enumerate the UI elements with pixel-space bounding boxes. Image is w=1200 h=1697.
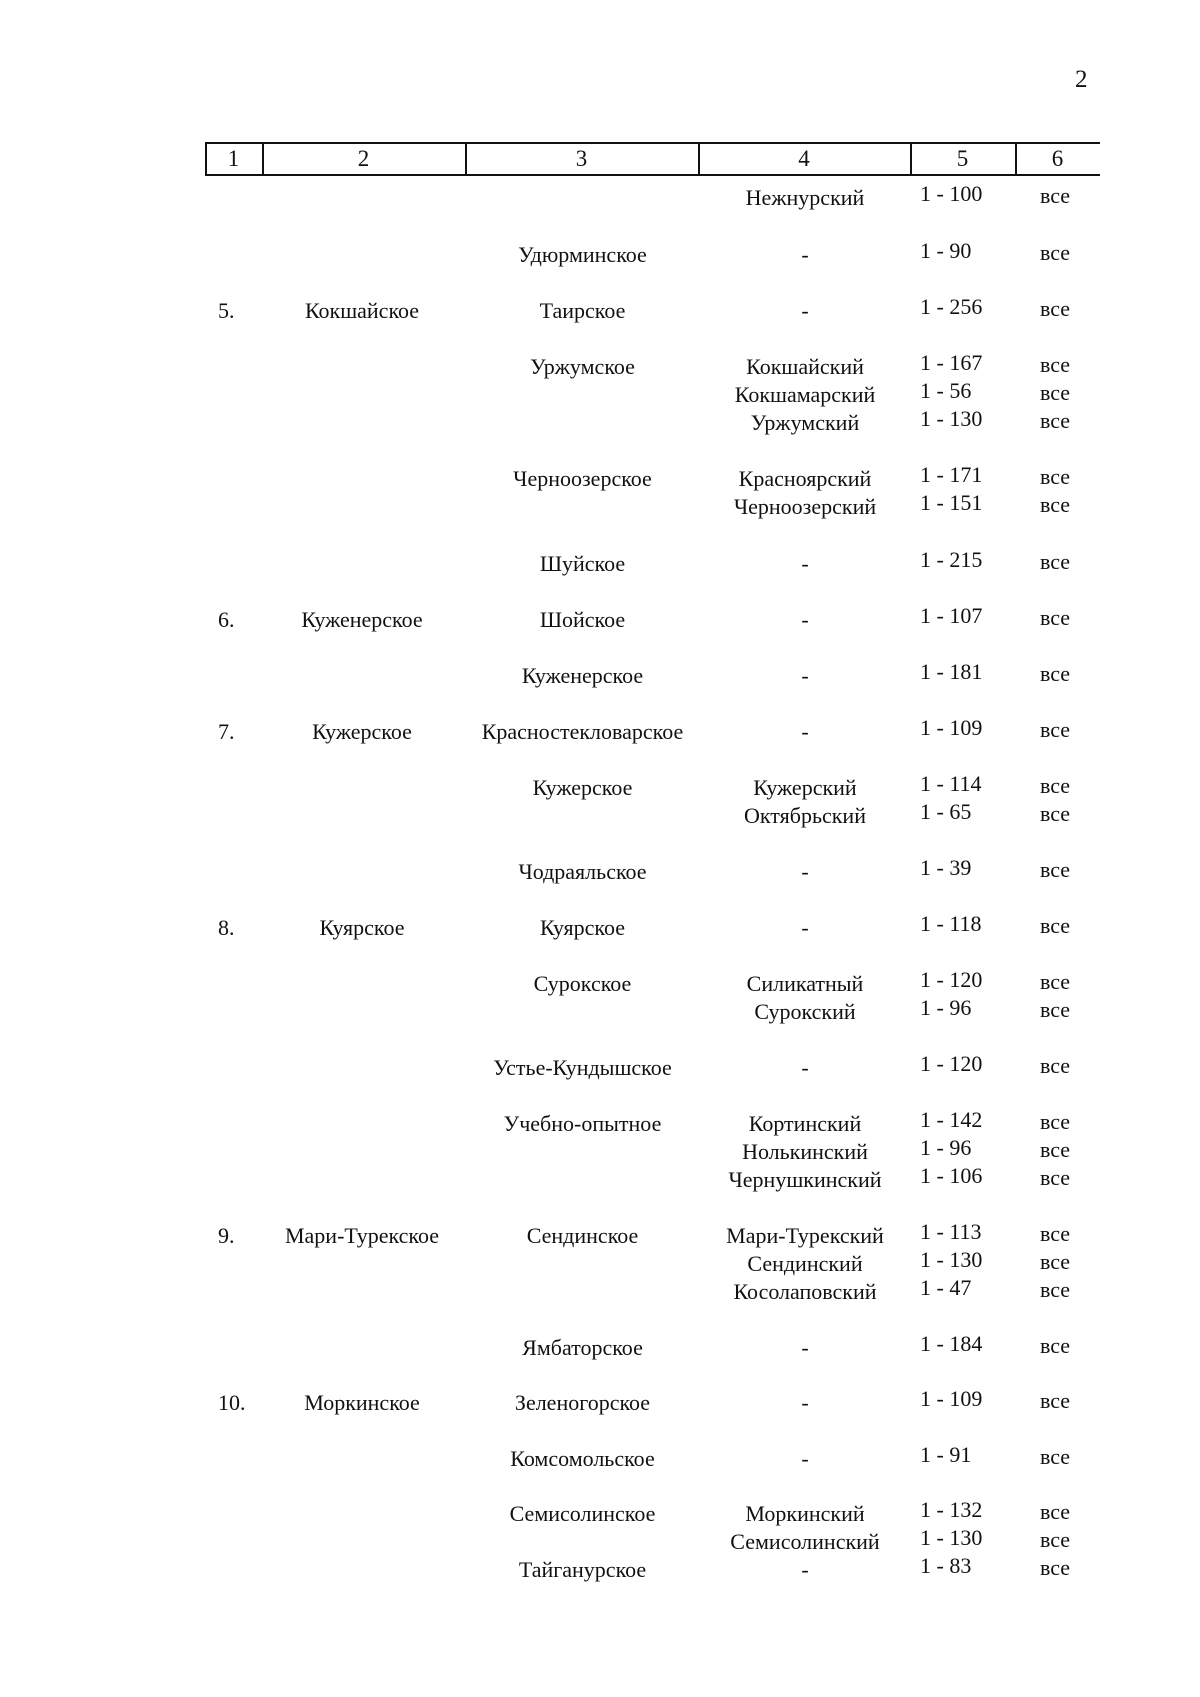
locality-name: Нолькинский [742, 1139, 868, 1164]
settlement-name: Тайганурское [518, 1557, 647, 1582]
number-range: 1 - 47 [920, 1275, 972, 1300]
locality-name: - [801, 915, 809, 940]
locality-name: - [801, 298, 809, 323]
settlement-name: Сендинское [526, 1223, 639, 1248]
number-range: 1 - 215 [920, 547, 983, 572]
locality-name: - [801, 1055, 809, 1080]
settlement-name: Куженерское [521, 663, 644, 688]
locality-name: Уржумский [750, 410, 860, 435]
scope-value: все [1039, 997, 1071, 1022]
locality-name: Мари-Турекский [726, 1223, 884, 1248]
row-number: 7. [218, 719, 235, 744]
settlement-name: Куярское [540, 915, 625, 940]
settlement-name: Комсомольское [510, 1446, 655, 1471]
scope-value: все [1039, 773, 1071, 798]
settlement-name: Устье-Кундышское [493, 1055, 672, 1080]
locality-name: Сендинский [747, 1251, 863, 1276]
number-range: 1 - 167 [920, 350, 983, 375]
locality-name: Семисолинский [730, 1529, 880, 1554]
scope-value: все [1039, 1221, 1071, 1246]
scope-value: все [1039, 549, 1071, 574]
locality-name: - [801, 663, 809, 688]
scope-value: все [1039, 296, 1071, 321]
row-number: 6. [218, 607, 235, 632]
number-range: 1 - 120 [920, 967, 983, 992]
locality-name: - [801, 1335, 809, 1360]
scope-value: все [1039, 1388, 1071, 1413]
settlement-name: Черноозерское [513, 466, 652, 491]
scope-value: все [1039, 183, 1071, 208]
scope-value: все [1039, 913, 1071, 938]
scope-value: все [1039, 717, 1071, 742]
number-range: 1 - 100 [920, 181, 983, 206]
settlement-name: Таирское [539, 298, 626, 323]
locality-name: Красноярский [738, 466, 872, 491]
scope-value: все [1039, 1165, 1071, 1190]
number-range: 1 - 114 [920, 771, 982, 796]
number-range: 1 - 83 [920, 1553, 972, 1578]
number-range: 1 - 113 [920, 1219, 982, 1244]
number-range: 1 - 130 [920, 406, 983, 431]
scope-value: все [1039, 1499, 1071, 1524]
locality-name: Кокшамарский [734, 382, 876, 407]
district-name: Кужерское [312, 719, 412, 744]
locality-name: - [801, 551, 809, 576]
number-range: 1 - 109 [920, 1386, 983, 1411]
number-range: 1 - 90 [920, 238, 972, 263]
number-range: 1 - 65 [920, 799, 972, 824]
header-top-rule [205, 142, 1100, 144]
locality-name: - [801, 607, 809, 632]
locality-name: Кужерский [753, 775, 857, 800]
number-range: 1 - 96 [920, 995, 972, 1020]
scope-value: все [1039, 1249, 1071, 1274]
number-range: 1 - 56 [920, 378, 972, 403]
district-name: Куярское [319, 915, 405, 940]
number-range: 1 - 106 [920, 1163, 983, 1188]
settlement-name: Уржумское [530, 354, 635, 379]
district-name: Моркинское [304, 1390, 420, 1415]
scope-value: все [1039, 1277, 1071, 1302]
settlement-name: Кужерское [532, 775, 633, 800]
scope-value: все [1039, 1109, 1071, 1134]
scope-value: все [1039, 605, 1071, 630]
settlement-name: Учебно-опытное [503, 1111, 662, 1136]
scope-value: все [1039, 1555, 1071, 1580]
scope-value: все [1039, 1053, 1071, 1078]
locality-name: - [801, 719, 809, 744]
locality-name: Черноозерский [733, 494, 877, 519]
scope-value: все [1039, 1137, 1071, 1162]
scope-value: все [1039, 857, 1071, 882]
scope-value: все [1039, 1444, 1071, 1469]
header-col-2: 2 [357, 146, 370, 171]
number-range: 1 - 39 [920, 855, 972, 880]
locality-name: Косолаповский [733, 1279, 877, 1304]
settlement-name: Семисолинское [509, 1501, 656, 1526]
number-range: 1 - 96 [920, 1135, 972, 1160]
number-range: 1 - 142 [920, 1107, 983, 1132]
header-col-5: 5 [956, 146, 969, 171]
number-range: 1 - 130 [920, 1525, 983, 1550]
settlement-name: Сурокское [533, 971, 632, 996]
header-col-1: 1 [227, 146, 240, 171]
locality-name: - [801, 1446, 809, 1471]
scope-value: все [1039, 464, 1071, 489]
number-range: 1 - 107 [920, 603, 983, 628]
locality-name: Кортинский [748, 1111, 862, 1136]
locality-name: - [801, 1390, 809, 1415]
number-range: 1 - 109 [920, 715, 983, 740]
number-range: 1 - 151 [920, 490, 983, 515]
scope-value: все [1039, 1333, 1071, 1358]
settlement-name: Удюрминское [518, 242, 647, 267]
settlement-name: Зеленогорское [514, 1390, 651, 1415]
locality-name: - [801, 242, 809, 267]
district-name: Куженерское [301, 607, 423, 632]
locality-name: Силикатный [746, 971, 864, 996]
number-range: 1 - 256 [920, 294, 983, 319]
scope-value: все [1039, 492, 1071, 517]
number-range: 1 - 118 [920, 911, 982, 936]
header-col-6: 6 [1051, 146, 1064, 171]
locality-name: Сурокский [754, 999, 856, 1024]
header-col-3: 3 [575, 146, 588, 171]
locality-name: Нежнурский [745, 185, 865, 210]
settlement-name: Красностекловарское [481, 719, 684, 744]
scope-value: все [1039, 661, 1071, 686]
locality-name: Чернушкинский [728, 1167, 882, 1192]
number-range: 1 - 181 [920, 659, 983, 684]
locality-name: - [801, 1557, 809, 1582]
number-range: 1 - 130 [920, 1247, 983, 1272]
number-range: 1 - 171 [920, 462, 983, 487]
scope-value: все [1039, 801, 1071, 826]
scope-value: все [1039, 1527, 1071, 1552]
row-number: 8. [218, 915, 235, 940]
settlement-name: Ямбаторское [522, 1335, 643, 1360]
number-range: 1 - 184 [920, 1331, 983, 1356]
locality-name: Октябрьский [744, 803, 866, 828]
header-bottom-rule [205, 174, 1100, 176]
row-number: 9. [218, 1223, 235, 1248]
number-range: 1 - 91 [920, 1442, 972, 1467]
scope-value: все [1039, 240, 1071, 265]
scope-value: все [1039, 352, 1071, 377]
row-number: 10. [218, 1390, 246, 1415]
locality-name: Кокшайский [746, 354, 864, 379]
settlement-name: Чодраяльское [518, 859, 647, 884]
scope-value: все [1039, 408, 1071, 433]
header-col-4: 4 [798, 146, 810, 171]
settlement-name: Шойское [539, 607, 626, 632]
locality-name: - [801, 859, 809, 884]
scope-value: все [1039, 380, 1071, 405]
number-range: 1 - 120 [920, 1051, 983, 1076]
page-number: 2 [1075, 66, 1088, 93]
district-name: Мари-Турекское [284, 1223, 440, 1248]
settlement-name: Шуйское [539, 551, 626, 576]
row-number: 5. [218, 298, 235, 323]
scope-value: все [1039, 969, 1071, 994]
district-name: Кокшайское [304, 298, 420, 323]
locality-name: Моркинский [745, 1501, 865, 1526]
number-range: 1 - 132 [920, 1497, 983, 1522]
